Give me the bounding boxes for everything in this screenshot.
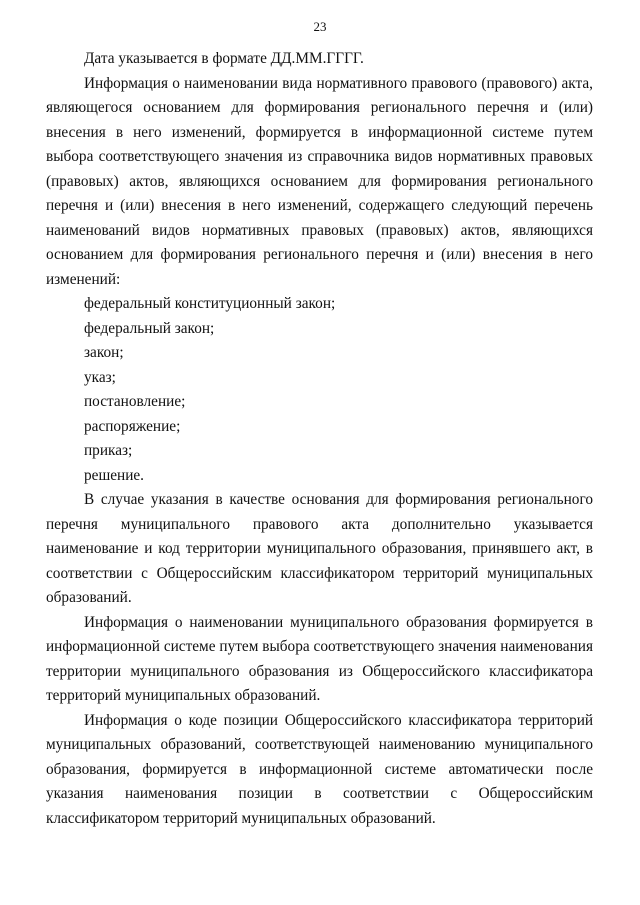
paragraph-municipal-act: В случае указания в качестве основания для формирования регионального перечня муниципального правового акта дополнительно указывается наименование и код территории муниципального образования, принявшего акт, в соответствии с Общероссийским классификатором территорий муниципальных образований. [46, 491, 593, 606]
paragraph-act-type-info: Информация о наименовании вида нормативного правового (правового) акта, являющегося основанием для формирования регионального перечня и (или) внесения в него изменений, формируется в информационной системе путем выбора соответствующего значения из справочника видов нормативных правовых (правовых) актов, являющихся основанием для формирования регионального перечня и (или) внесения в него изменений, содержащего следующий перечень наименований видов нормативных правовых (правовых) актов, являющихся основанием для формирования регионального перечня и (или) внесения в него изменений: [46, 74, 593, 288]
paragraph-date-format: Дата указывается в формате ДД.ММ.ГГГГ. [84, 50, 364, 67]
list-item: указ; [84, 368, 116, 386]
list-item: федеральный закон; [84, 319, 215, 337]
paragraph-municipality-name: Информация о наименовании муниципального образования формируется в информационной системе путем выбора соответствующего значения наименования территории муниципального образования из Общероссийского классификатора территорий муниципальных образований. [46, 613, 593, 704]
page-number: 23 [313, 19, 327, 34]
list-item: решение. [84, 466, 144, 484]
list-item: приказ; [84, 442, 133, 459]
list-item: постановление; [84, 393, 186, 410]
paragraph-municipality-code: Информация о коде позиции Общероссийского классификатора территорий муниципальных образований, соответствующей наименованию муниципального образования, формируется в информационной системе автоматически после указания наименования позиции в соответствии с Общероссийским классификатором территорий муниципальных образований. [46, 711, 593, 827]
list-item: распоряжение; [84, 417, 181, 435]
list-item: федеральный конституционный закон; [84, 295, 336, 312]
document-body [46, 47, 593, 831]
list-item: закон; [84, 344, 124, 361]
act-types-list [46, 292, 593, 488]
